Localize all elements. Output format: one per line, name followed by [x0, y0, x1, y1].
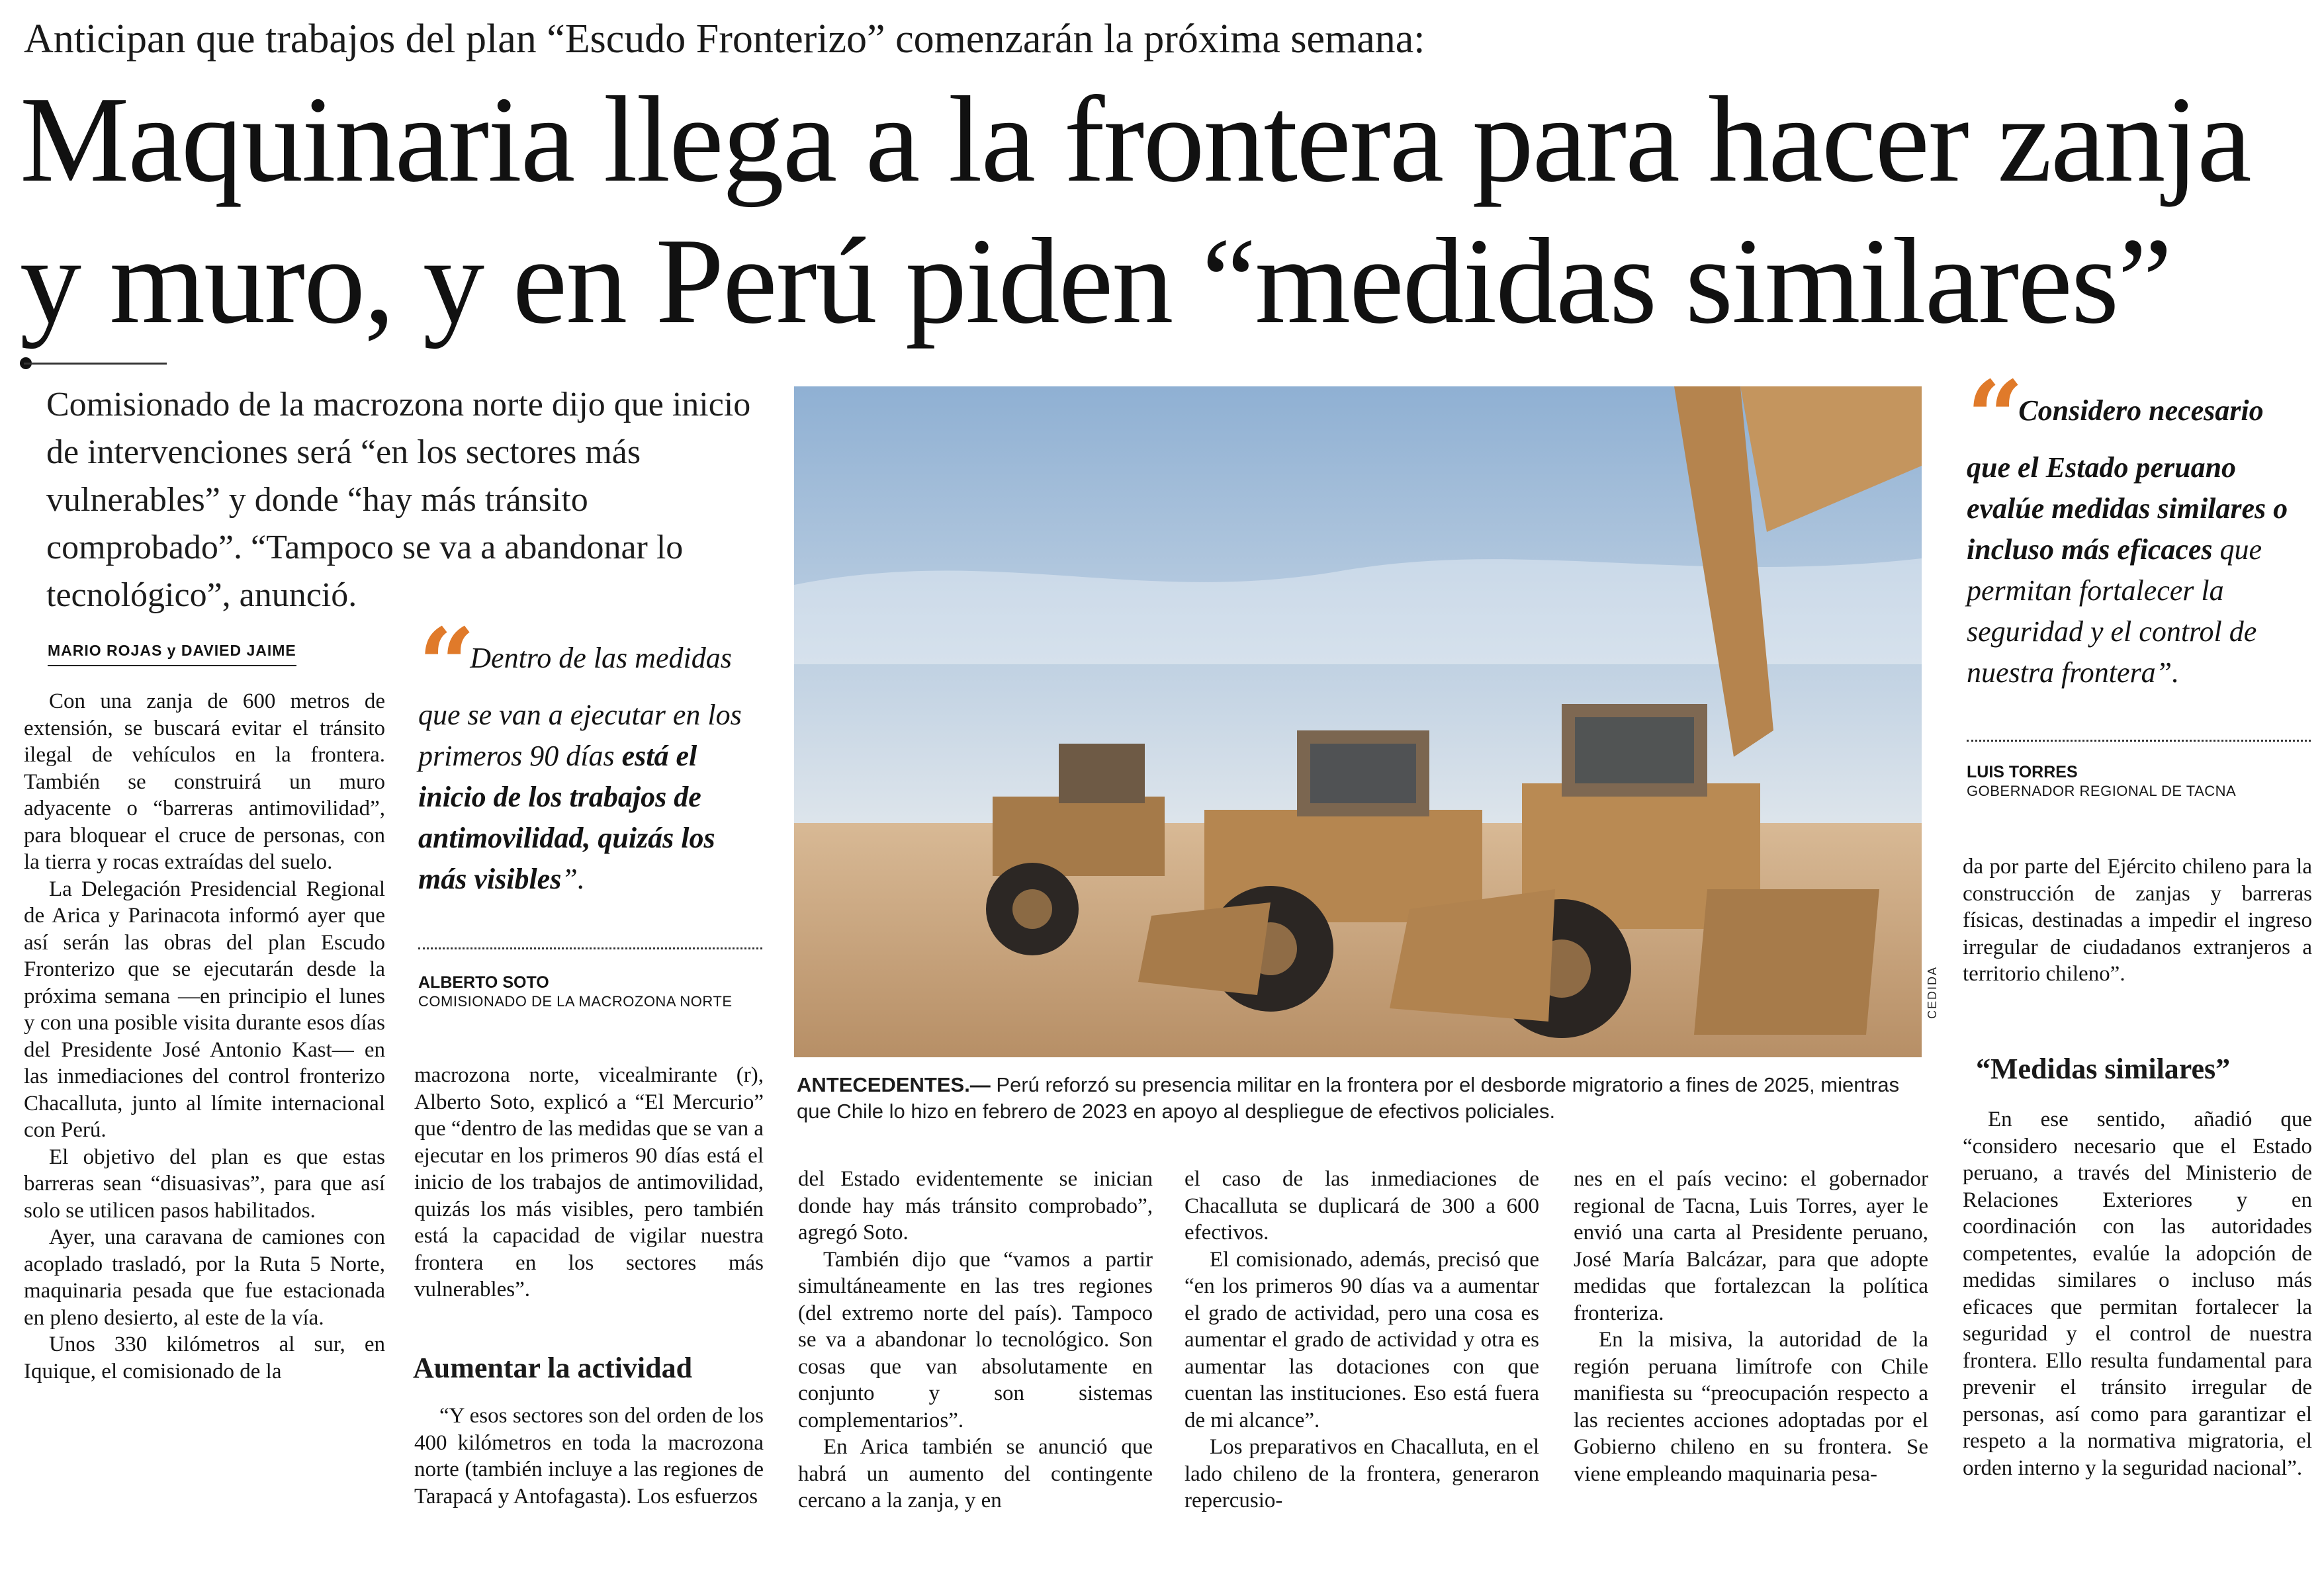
paragraph: Unos 330 kilómetros al sur, en Iquique, el comisionado de la	[24, 1332, 385, 1383]
paragraph: En la misiva, la autoridad de la región peruana limítrofe con Chile manifiesta su “preocupación respecto a las recientes acciones adoptadas por el Gobierno chileno en su frontera. Se viene empleando maquinaria pesa-	[1574, 1328, 1928, 1486]
pullquote-divider	[418, 947, 762, 949]
pullquote-soto	[418, 607, 762, 900]
subhead-aumentar: Aumentar la actividad	[413, 1352, 693, 1384]
photo-credit: CEDIDA	[1926, 965, 1939, 1019]
pullquote-mid: que permitan fortalecer la seguridad y el control de nuestra frontera	[1967, 533, 2262, 689]
kicker: Anticipan que trabajos del plan “Escudo Fronterizo” comenzarán la próxima semana:	[24, 17, 1425, 62]
headline-rule	[24, 363, 167, 365]
pullquote-attribution-name: LUIS TORRES	[1967, 763, 2078, 781]
headline: Maquinaria llega a la frontera para hacer zanja y muro, y en Perú piden “medidas similares”	[20, 71, 2251, 349]
subhead-medidas: “Medidas similares”	[1976, 1053, 2231, 1085]
paragraph: “Y esos sectores son del orden de los 400 kilómetros en toda la macrozona norte (también incluye a las regiones de Tarapacá y Antofagasta). Los esfuerzos	[414, 1404, 764, 1508]
paragraph: Ayer, una caravana de camiones con acoplado trasladó, por la Ruta 5 Norte, maquinaria pesada que fue estacionada en pleno desierto, al este de la vía.	[24, 1225, 385, 1330]
caption-lead: ANTECEDENTES.—	[797, 1073, 991, 1096]
paragraph: del Estado evidentemente se inician donde hay más tránsito comprobado”, agregó Soto.	[798, 1167, 1153, 1244]
paragraph: En Arica también se anunció que habrá un aumento del contingente cercano a la zanja, y en	[798, 1435, 1153, 1512]
pullquote-attribution-role: COMISIONADO DE LA MACROZONA NORTE	[418, 993, 733, 1010]
column-4	[1184, 1166, 1539, 1568]
pullquote-tail: ”.	[2155, 656, 2180, 689]
pullquote-attribution-name: ALBERTO SOTO	[418, 973, 549, 992]
caption-text: Perú reforzó su presencia militar en la frontera por el desborde migratorio a fines de 2025, mientras que Chile lo hizo en febrero de 2023 en apoyo al despliegue de efectivos policiales.	[797, 1073, 1900, 1123]
column-6	[1963, 853, 2312, 1052]
paragraph: da por parte del Ejército chileno para la construcción de zanjas y barreras físicas, destinadas a impedir el ingreso irregular de ciudadanos extranjeros a territorio chileno”.	[1963, 855, 2312, 986]
pullquote-lead: Dentro de las medidas que se van a ejecutar en los primeros 90 días	[418, 642, 742, 772]
pullquote-emphasis: está el inicio de los trabajos de antimovilidad, quizás los más visibles	[418, 740, 715, 895]
column-5	[1574, 1166, 1928, 1568]
column-2-continued	[414, 1403, 764, 1572]
paragraph: el caso de las inmediaciones de Chacalluta se duplicará de 300 a 600 efectivos.	[1184, 1167, 1539, 1244]
photo-caption	[797, 1072, 1922, 1125]
paragraph: macrozona norte, vicealmirante (r), Alberto Soto, explicó a “El Mercurio” que “dentro de las medidas que se van a ejecutar en los primeros 90 días está el inicio de los trabajos de antimovilidad, quizás los más visibles, pero también está la capacidad de vigilar nuestra frontera en los sectores más vulnerables”.	[414, 1063, 764, 1301]
column-1	[24, 688, 385, 1568]
quote-mark-icon: “	[1967, 359, 2012, 476]
quote-mark-icon: “	[418, 607, 464, 723]
pullquote-emphasis: Considero necesario que el Estado peruano evalúe medidas similares o incluso más eficaces	[1967, 394, 2288, 566]
pullquote-divider	[1967, 740, 2311, 742]
photo-illustration	[794, 386, 1922, 1057]
paragraph: La Delegación Presidencial Regional de Arica y Parinacota informó ayer que así serán las obras del plan Escudo Fronterizo que se ejecutarán desde la próxima semana —en principio el lunes y con una posible visita durante esos días del Presidente José Antonio Kast— en las inmediaciones del control fronterizo Chacalluta, junto al límite internacional con Perú.	[24, 877, 385, 1142]
column-3	[798, 1166, 1153, 1568]
paragraph: nes en el país vecino: el gobernador regional de Tacna, Luis Torres, ayer le envió una carta al Presidente peruano, José María Balcázar, para que adopte medidas que fortalezcan la política fronteriza.	[1574, 1167, 1928, 1325]
paragraph: En ese sentido, añadió que “considero necesario que el Estado peruano, a través del Ministerio de Relaciones Exteriores y en coordinación con las autoridades competentes, evalúe la adopción de medidas similares o incluso más eficaces que permitan fortalecer la seguridad y el control de nuestra frontera. Ello resulta fundamental para prevenir el tránsito irregular de personas, así como para garantizar el respeto a la normativa migratoria, el orden interno y la seguridad nacional”.	[1963, 1108, 2312, 1480]
paragraph: Con una zanja de 600 metros de extensión, se buscará evitar el tránsito ilegal de vehículos en la frontera. También se construirá un muro adyacente o “barreras antimovilidad”, para bloquear el cruce de personas, con la tierra y rocas extraídas del suelo.	[24, 689, 385, 874]
byline: MARIO ROJAS y DAVIED JAIME	[48, 642, 296, 666]
paragraph: El comisionado, además, precisó que “en los primeros 90 días va a aumentar el grado de actividad, pero una cosa es aumentar el grado de actividad y otra es aumentar las dotaciones con que cuentan las instituciones. Eso está fuera de mi alcance”.	[1184, 1247, 1539, 1432]
paragraph: También dijo que “vamos a partir simultáneamente en las tres regiones (del extremo norte del país). Tampoco se va a abandonar lo tecnológico. Son cosas que van absolutamente en conjunto y son sistemas complementarios”.	[798, 1247, 1153, 1432]
pullquote-tail: ”.	[561, 863, 585, 895]
pullquote-torres	[1967, 359, 2311, 693]
deck: Comisionado de la macrozona norte dijo que inicio de intervenciones será “en los sectores más vulnerables” y donde “hay más tránsito comprobado”. “Tampoco se va a abandonar lo tecnológico”, anunció.	[46, 386, 751, 614]
column-7	[1963, 1106, 2312, 1569]
paragraph: Los preparativos en Chacalluta, en el lado chileno de la frontera, generaron repercusio-	[1184, 1435, 1539, 1512]
pullquote-attribution-role: GOBERNADOR REGIONAL DE TACNA	[1967, 783, 2237, 799]
photo-machinery	[794, 386, 1922, 1057]
paragraph: El objetivo del plan es que estas barreras sean “disuasivas”, para que así solo se utilicen pasos habilitados.	[24, 1145, 385, 1223]
